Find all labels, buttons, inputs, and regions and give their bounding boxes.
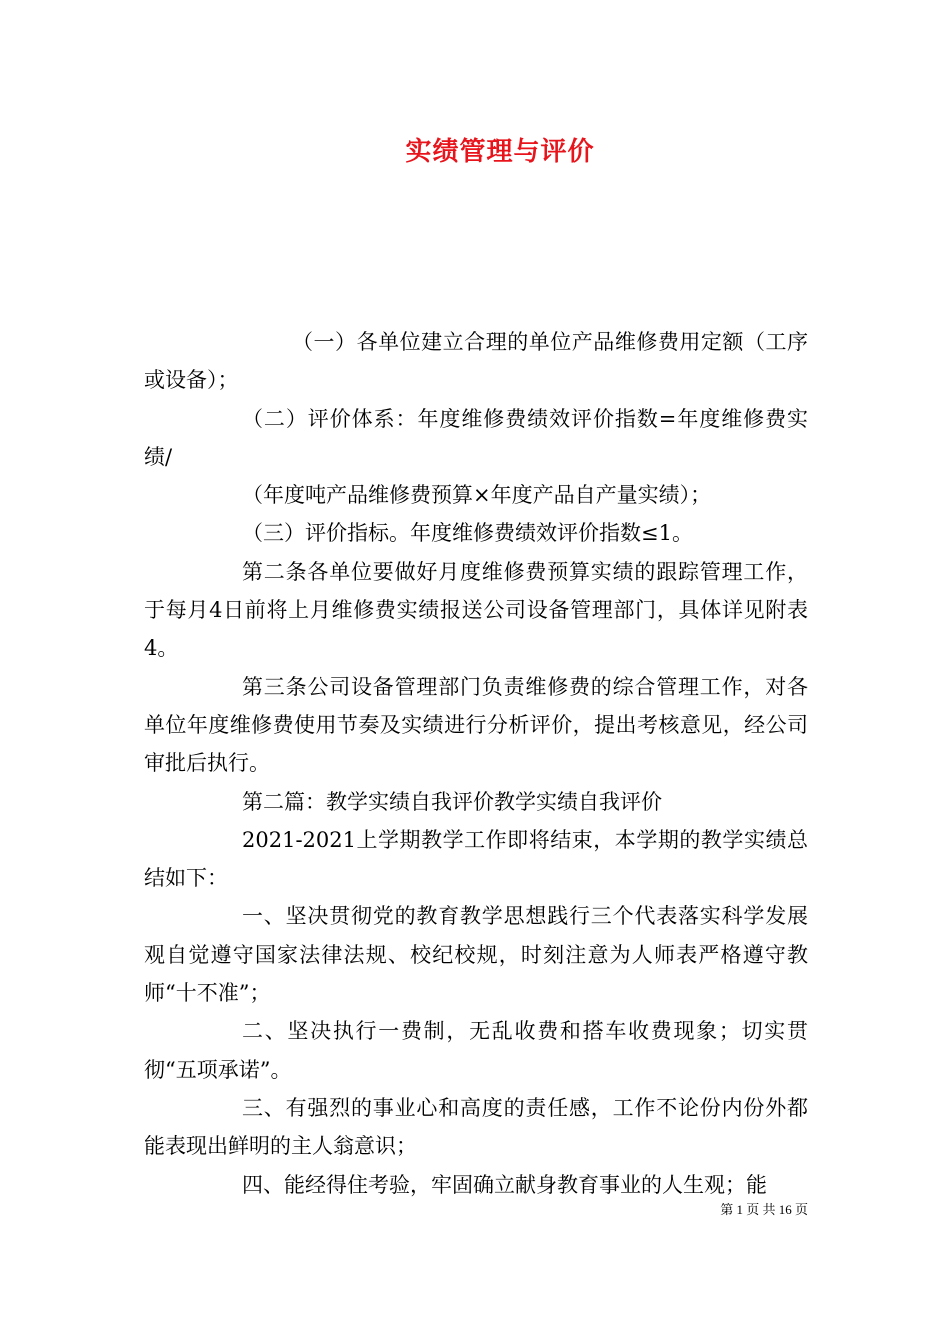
paragraph-12: 四、能经得住考验，牢固确立献身教育事业的人生观；能	[242, 1172, 767, 1197]
paragraph-3: （年度吨产品维修费预算×年度产品自产量实绩）；	[242, 483, 712, 508]
paragraph-2: （二）评价体系：年度维修费绩效评价指数=年度维修费实绩/	[144, 406, 808, 469]
paragraph-9: 一、坚决贯彻党的教育教学思想践行三个代表落实科学发展观自觉遵守国家法律法规、校纪校规，时刻注意为人师表严格遵守教师“十不准”；	[144, 904, 808, 1006]
paragraph-4: （三）评价指标。年度维修费绩效评价指数≤1。	[242, 521, 693, 546]
paragraph-6: 第三条公司设备管理部门负责维修费的综合管理工作，对各单位年度维修费使用节奏及实绩进行分析评价，提出考核意见，经公司审批后执行。	[144, 674, 808, 776]
paragraph-11: 三、有强烈的事业心和高度的责任感，工作不论份内份外都能表现出鲜明的主人翁意识；	[144, 1095, 808, 1159]
paragraph-7: 第二篇：教学实绩自我评价教学实绩自我评价	[242, 789, 662, 814]
document-body	[144, 323, 808, 1204]
paragraph-1: （一）各单位建立合理的单位产品维修费用定额（工序或设备）；	[144, 330, 808, 393]
document-title: 实绩管理与评价	[405, 137, 595, 167]
page-number-footer: 第 1 页 共 16 页	[720, 1202, 808, 1217]
paragraph-8: 2021-2021上学期教学工作即将结束，本学期的教学实绩总结如下：	[144, 827, 808, 891]
paragraph-5: 第二条各单位要做好月度维修费预算实绩的跟踪管理工作，于每月4日前将上月维修费实绩报送公司设备管理部门，具体详见附表4。	[144, 559, 808, 661]
paragraph-10: 二、坚决执行一费制，无乱收费和搭车收费现象；切实贯彻“五项承诺”。	[144, 1019, 808, 1082]
